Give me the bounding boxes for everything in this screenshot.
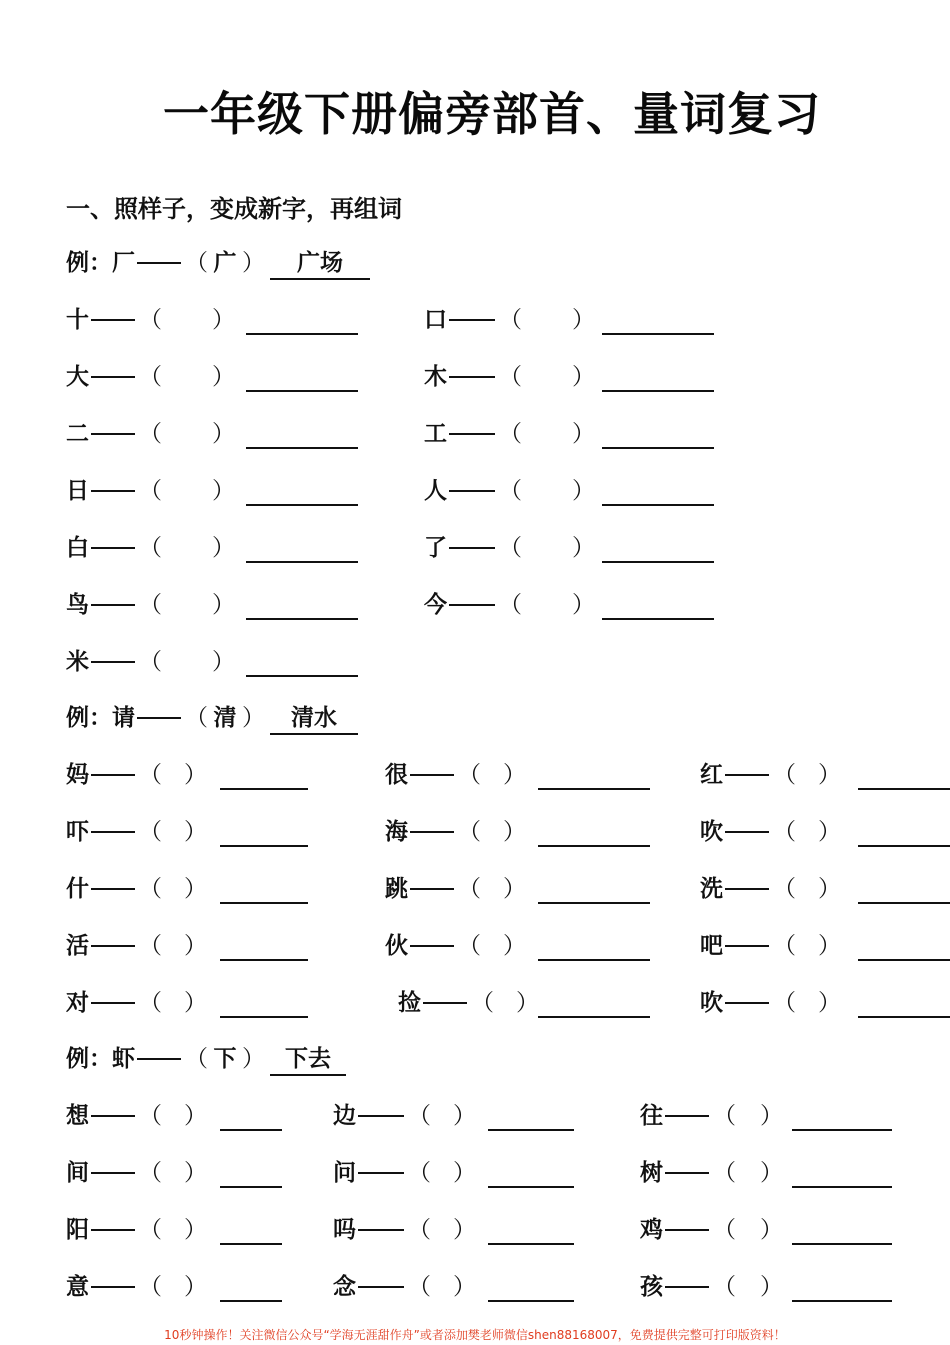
dash-line (410, 888, 454, 890)
exercise-item (333, 1272, 476, 1302)
exercise-item (66, 1215, 207, 1245)
paren-close: ） (453, 1160, 476, 1186)
exercise-item (700, 874, 841, 904)
paren-close: ） (242, 1046, 265, 1072)
answer-word-blank[interactable] (220, 788, 308, 790)
dash-line (91, 376, 135, 378)
page-title: 一年级下册偏旁部首、量词复习 (163, 87, 821, 141)
source-character: 妈 (66, 761, 89, 788)
paren-open: （ (185, 705, 208, 731)
exercise-item (640, 1101, 783, 1131)
exercise-item (424, 590, 595, 620)
dash-line (358, 1172, 404, 1174)
paren-open: （ (471, 990, 494, 1016)
paren-open: （ (139, 819, 162, 845)
exercise-item (398, 988, 539, 1018)
dash-line (665, 1286, 709, 1288)
paren-open: （ (185, 1046, 208, 1072)
exercise-item (385, 931, 526, 961)
exercise-item (333, 1101, 476, 1131)
footer-note: 10秒钟操作！关注微信公众号“学海无涯甜作舟”或者添加樊老师微信shen88168007，免费提供完整可打印版资料！ (164, 1328, 786, 1342)
paren-close: ） (184, 1217, 207, 1243)
exercise-item (333, 1158, 476, 1188)
dash-line (725, 888, 769, 890)
paren-close: ） (453, 1274, 476, 1300)
paren-open: （ (773, 762, 796, 788)
paren-close: ） (184, 1160, 207, 1186)
paren-open: （ (139, 762, 162, 788)
answer-word-blank[interactable] (220, 902, 308, 904)
paren-close: ） (760, 1103, 783, 1129)
answer-word-blank[interactable] (858, 959, 950, 961)
answer-word-blank[interactable] (602, 333, 714, 335)
example-answer-character: 广 (213, 249, 237, 276)
paren-close: ） (212, 649, 235, 675)
answer-word-blank[interactable] (246, 675, 358, 677)
source-character: 吗 (333, 1216, 356, 1243)
exercise-item (385, 874, 526, 904)
source-character: 很 (385, 761, 408, 788)
paren-open: （ (408, 1217, 431, 1243)
paren-open: （ (139, 649, 162, 675)
paren-close: ） (242, 705, 265, 731)
paren-open: （ (139, 535, 162, 561)
paren-open: （ (139, 1217, 162, 1243)
exercise-item (66, 1272, 207, 1302)
paren-close: ） (760, 1160, 783, 1186)
answer-word-blank[interactable] (220, 1243, 282, 1245)
paren-open: （ (139, 421, 162, 447)
exercise-item (66, 988, 207, 1018)
source-character: 今 (424, 591, 447, 618)
paren-close: ） (516, 990, 539, 1016)
exercise-item (66, 931, 207, 961)
answer-word-blank[interactable] (220, 1186, 282, 1188)
answer-word-blank[interactable] (538, 788, 650, 790)
dash-line (449, 604, 495, 606)
answer-word-blank[interactable] (246, 390, 358, 392)
source-character: 日 (66, 477, 89, 504)
dash-line (91, 661, 135, 663)
exercise-item (66, 760, 207, 790)
dash-line (91, 1229, 135, 1231)
dash-line (410, 831, 454, 833)
paren-open: （ (408, 1103, 431, 1129)
source-character: 吹 (700, 818, 723, 845)
source-character: 大 (66, 363, 89, 390)
paren-close: ） (184, 933, 207, 959)
exercise-item (66, 874, 207, 904)
answer-word-blank[interactable] (602, 390, 714, 392)
exercise-item (424, 362, 595, 392)
source-character: 洗 (700, 875, 723, 902)
example-label: 例： (66, 1045, 112, 1072)
source-character: 米 (66, 648, 89, 675)
example-line (66, 1044, 265, 1074)
exercise-item (66, 419, 235, 449)
dash-line (725, 1002, 769, 1004)
example-line (66, 248, 265, 278)
answer-word-blank[interactable] (220, 1300, 282, 1302)
exercise-item (385, 760, 526, 790)
dash-line (449, 319, 495, 321)
paren-close: ） (184, 1103, 207, 1129)
source-character: 树 (640, 1159, 663, 1186)
dash-line (358, 1286, 404, 1288)
dash-line (449, 490, 495, 492)
dash-line (91, 490, 135, 492)
paren-close: ） (212, 364, 235, 390)
source-character: 意 (66, 1273, 89, 1300)
source-character: 什 (66, 875, 89, 902)
paren-open: （ (139, 307, 162, 333)
answer-word-blank[interactable] (792, 1243, 892, 1245)
paren-close: ） (503, 876, 526, 902)
dash-line (91, 831, 135, 833)
paren-close: ） (818, 990, 841, 1016)
paren-close: ） (184, 990, 207, 1016)
paren-close: ） (818, 933, 841, 959)
paren-close: ） (572, 364, 595, 390)
exercise-item (700, 817, 841, 847)
source-character: 工 (424, 420, 447, 447)
paren-close: ） (503, 762, 526, 788)
dash-line (137, 262, 181, 264)
answer-word-blank[interactable] (538, 845, 650, 847)
paren-open: （ (773, 990, 796, 1016)
paren-open: （ (408, 1274, 431, 1300)
answer-word-blank[interactable] (488, 1186, 574, 1188)
dash-line (410, 945, 454, 947)
paren-close: ） (818, 819, 841, 845)
paren-close: ） (184, 819, 207, 845)
paren-close: ） (503, 819, 526, 845)
answer-word-blank[interactable] (246, 504, 358, 506)
answer-word-blank[interactable] (538, 1016, 650, 1018)
dash-line (423, 1002, 467, 1004)
paren-close: ） (453, 1217, 476, 1243)
paren-close: ） (212, 592, 235, 618)
example-character: 请 (112, 704, 135, 731)
exercise-item (66, 305, 235, 335)
dash-line (91, 945, 135, 947)
paren-close: ） (184, 762, 207, 788)
exercise-item (700, 988, 841, 1018)
dash-line (665, 1172, 709, 1174)
paren-open: （ (139, 1103, 162, 1129)
paren-close: ） (818, 762, 841, 788)
example-answer-word: 下去 (270, 1044, 346, 1076)
source-character: 鸟 (66, 591, 89, 618)
source-character: 问 (333, 1159, 356, 1186)
exercise-item (66, 476, 235, 506)
source-character: 捡 (398, 989, 421, 1016)
source-character: 海 (385, 818, 408, 845)
paren-open: （ (773, 876, 796, 902)
source-character: 念 (333, 1273, 356, 1300)
example-label: 例： (66, 249, 112, 276)
paren-close: ） (818, 876, 841, 902)
example-label: 例： (66, 704, 112, 731)
source-character: 吹 (700, 989, 723, 1016)
exercise-item (66, 817, 207, 847)
paren-close: ） (760, 1274, 783, 1300)
source-character: 对 (66, 989, 89, 1016)
paren-open: （ (713, 1217, 736, 1243)
answer-word-blank[interactable] (792, 1300, 892, 1302)
exercise-item (700, 931, 841, 961)
paren-open: （ (408, 1160, 431, 1186)
paren-close: ） (760, 1217, 783, 1243)
answer-word-blank[interactable] (858, 788, 950, 790)
paren-open: （ (499, 535, 522, 561)
paren-open: （ (458, 762, 481, 788)
paren-close: ） (242, 250, 265, 276)
exercise-item (424, 533, 595, 563)
paren-open: （ (139, 876, 162, 902)
example-answer-word: 广场 (270, 248, 370, 280)
answer-word-blank[interactable] (220, 845, 308, 847)
example-character: 虾 (112, 1045, 135, 1072)
answer-word-blank[interactable] (792, 1186, 892, 1188)
dash-line (449, 547, 495, 549)
source-character: 吓 (66, 818, 89, 845)
source-character: 吧 (700, 932, 723, 959)
source-character: 活 (66, 932, 89, 959)
example-answer-character: 清 (213, 704, 237, 731)
paren-open: （ (713, 1160, 736, 1186)
source-character: 人 (424, 477, 447, 504)
dash-line (725, 774, 769, 776)
dash-line (410, 774, 454, 776)
exercise-item (66, 1158, 207, 1188)
paren-close: ） (212, 421, 235, 447)
answer-word-blank[interactable] (602, 447, 714, 449)
paren-open: （ (773, 933, 796, 959)
paren-open: （ (458, 933, 481, 959)
paren-open: （ (713, 1103, 736, 1129)
example-answer-character: 下 (213, 1045, 237, 1072)
dash-line (91, 604, 135, 606)
source-character: 十 (66, 306, 89, 333)
paren-close: ） (184, 1274, 207, 1300)
example-answer-word: 清水 (270, 703, 358, 735)
dash-line (725, 945, 769, 947)
dash-line (665, 1115, 709, 1117)
exercise-item (424, 305, 595, 335)
paren-open: （ (139, 478, 162, 504)
source-character: 口 (424, 306, 447, 333)
paren-close: ） (212, 535, 235, 561)
dash-line (358, 1229, 404, 1231)
answer-word-blank[interactable] (538, 902, 650, 904)
dash-line (91, 1286, 135, 1288)
paren-close: ） (572, 478, 595, 504)
dash-line (137, 717, 181, 719)
paren-open: （ (185, 250, 208, 276)
example-character: 厂 (112, 249, 135, 276)
paren-open: （ (499, 421, 522, 447)
dash-line (91, 1115, 135, 1117)
dash-line (91, 888, 135, 890)
exercise-item (640, 1158, 783, 1188)
paren-open: （ (139, 1274, 162, 1300)
answer-word-blank[interactable] (488, 1243, 574, 1245)
answer-word-blank[interactable] (602, 504, 714, 506)
dash-line (665, 1229, 709, 1231)
answer-word-blank[interactable] (602, 561, 714, 563)
dash-line (91, 319, 135, 321)
source-character: 了 (424, 534, 447, 561)
exercise-item (700, 760, 841, 790)
exercise-item (333, 1215, 476, 1245)
source-character: 阳 (66, 1216, 89, 1243)
exercise-item (385, 817, 526, 847)
source-character: 想 (66, 1102, 89, 1129)
answer-word-blank[interactable] (246, 618, 358, 620)
paren-open: （ (139, 933, 162, 959)
answer-word-blank[interactable] (858, 1016, 950, 1018)
exercise-item (66, 1101, 207, 1131)
answer-word-blank[interactable] (246, 561, 358, 563)
source-character: 白 (66, 534, 89, 561)
source-character: 二 (66, 420, 89, 447)
source-character: 跳 (385, 875, 408, 902)
dash-line (91, 774, 135, 776)
paren-close: ） (572, 307, 595, 333)
dash-line (137, 1058, 181, 1060)
exercise-item (66, 362, 235, 392)
source-character: 孩 (640, 1273, 663, 1300)
exercise-item (424, 476, 595, 506)
source-character: 鸡 (640, 1216, 663, 1243)
dash-line (358, 1115, 404, 1117)
dash-line (725, 831, 769, 833)
paren-open: （ (713, 1274, 736, 1300)
answer-word-blank[interactable] (220, 1016, 308, 1018)
paren-close: ） (572, 592, 595, 618)
exercise-item (66, 533, 235, 563)
paren-open: （ (499, 364, 522, 390)
source-character: 间 (66, 1159, 89, 1186)
paren-open: （ (139, 990, 162, 1016)
answer-word-blank[interactable] (220, 959, 308, 961)
dash-line (91, 433, 135, 435)
answer-word-blank[interactable] (488, 1300, 574, 1302)
paren-open: （ (499, 478, 522, 504)
answer-word-blank[interactable] (246, 333, 358, 335)
paren-open: （ (773, 819, 796, 845)
source-character: 红 (700, 761, 723, 788)
answer-word-blank[interactable] (246, 447, 358, 449)
paren-close: ） (212, 478, 235, 504)
section-heading: 一、照样子，变成新字，再组词 (66, 194, 402, 223)
example-line (66, 703, 265, 733)
answer-word-blank[interactable] (858, 902, 950, 904)
exercise-item (640, 1215, 783, 1245)
dash-line (91, 1002, 135, 1004)
exercise-item (640, 1272, 783, 1302)
paren-open: （ (139, 592, 162, 618)
paren-close: ） (212, 307, 235, 333)
source-character: 往 (640, 1102, 663, 1129)
dash-line (91, 1172, 135, 1174)
dash-line (449, 376, 495, 378)
source-character: 伙 (385, 932, 408, 959)
answer-word-blank[interactable] (792, 1129, 892, 1131)
paren-close: ） (453, 1103, 476, 1129)
paren-close: ） (572, 421, 595, 447)
paren-open: （ (139, 364, 162, 390)
source-character: 边 (333, 1102, 356, 1129)
exercise-item (66, 647, 235, 677)
paren-open: （ (458, 876, 481, 902)
answer-word-blank[interactable] (602, 618, 714, 620)
answer-word-blank[interactable] (538, 959, 650, 961)
paren-open: （ (458, 819, 481, 845)
exercise-item (66, 590, 235, 620)
paren-close: ） (572, 535, 595, 561)
source-character: 木 (424, 363, 447, 390)
paren-open: （ (499, 592, 522, 618)
paren-open: （ (499, 307, 522, 333)
dash-line (449, 433, 495, 435)
paren-close: ） (503, 933, 526, 959)
exercise-item (424, 419, 595, 449)
paren-close: ） (184, 876, 207, 902)
answer-word-blank[interactable] (858, 845, 950, 847)
dash-line (91, 547, 135, 549)
answer-word-blank[interactable] (488, 1129, 574, 1131)
answer-word-blank[interactable] (220, 1129, 282, 1131)
paren-open: （ (139, 1160, 162, 1186)
